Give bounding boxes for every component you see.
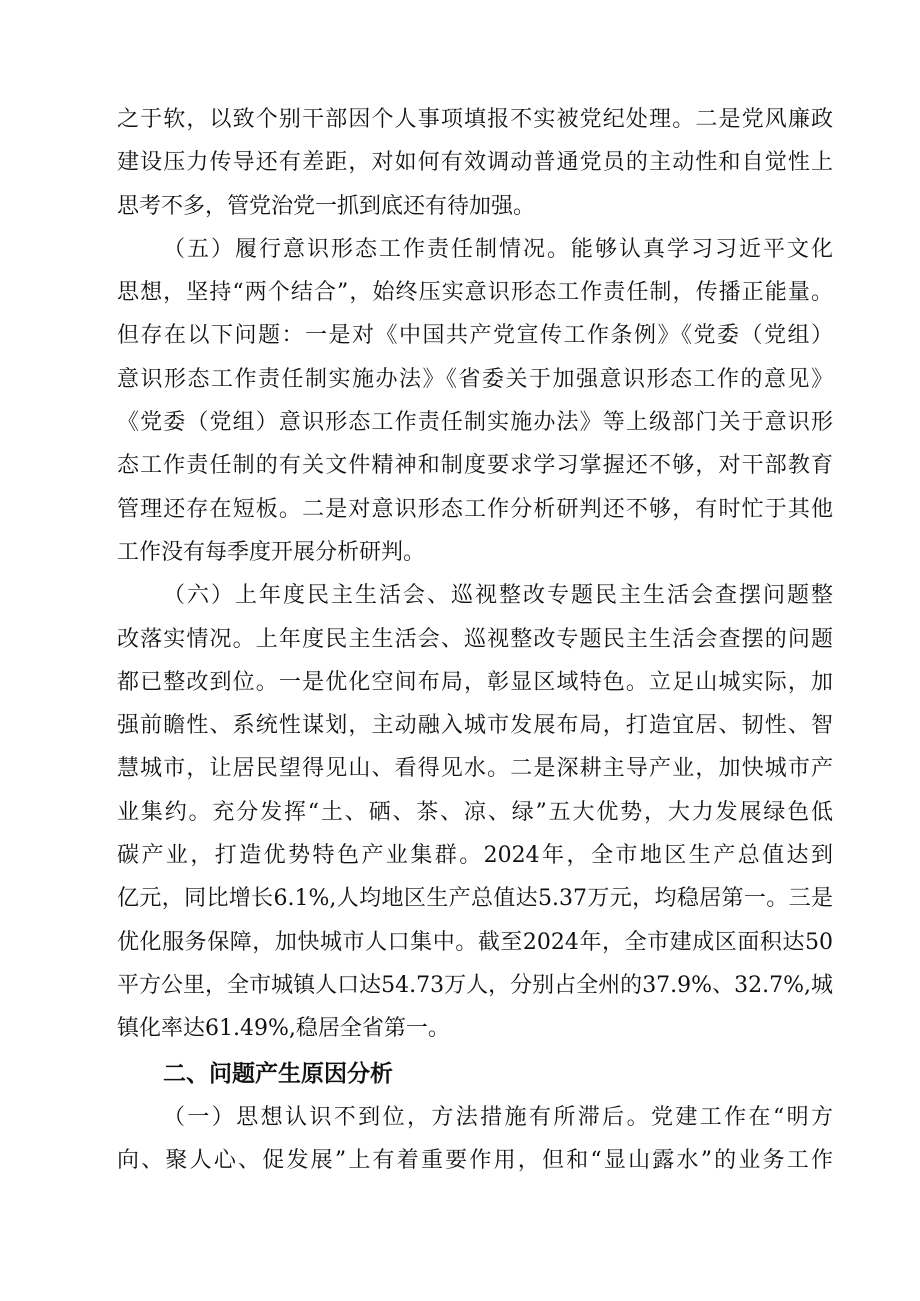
text-line: 《党委（党组）意识形态工作责任制实施办法》等上级部门关于意识形 <box>117 410 833 436</box>
text-line: 但存在以下问题：一是对《中国共产党宣传工作条例》《党委（党组） <box>117 323 833 349</box>
text-line: 建设压力传导还有差距，对如何有效调动普通党员的主动性和自觉性上 <box>117 150 833 176</box>
text-line: 镇化率达61.49%,稳居全省第一。 <box>117 1016 450 1042</box>
text-line: 思考不多，管党治党一抓到底还有待加强。 <box>117 193 536 219</box>
text-line: 亿元，同比增长6.1%,人均地区生产总值达5.37万元，均稳居第一。三是 <box>117 886 833 912</box>
text-line: 慧城市，让居民望得见山、看得见水。二是深耕主导产业，加快城市产 <box>117 756 833 782</box>
paragraph-first-line: （一）思想认识不到位，方法措施有所滞后。党建工作在“明方 <box>163 1104 833 1130</box>
text-line: 管理还存在短板。二是对意识形态工作分析研判还不够，有时忙于其他 <box>117 496 833 522</box>
paragraph-first-line: （六）上年度民主生活会、巡视整改专题民主生活会查摆问题整 <box>163 583 833 609</box>
text-line: 碳产业，打造优势特色产业集群。2024年，全市地区生产总值达到 <box>117 843 833 869</box>
text-line: 工作没有每季度开展分析研判。 <box>117 539 426 565</box>
text-line: 态工作责任制的有关文件精神和制度要求学习掌握还不够，对干部教育 <box>117 453 833 479</box>
text-line: 强前瞻性、系统性谋划，主动融入城市发展布局，打造宜居、韧性、智 <box>117 713 833 739</box>
text-line: 平方公里，全市城镇人口达54.73万人，分别占全州的37.9%、32.7%,城 <box>117 972 833 998</box>
text-line: 思想，坚持“两个结合”，始终压实意识形态工作责任制，传播正能量。 <box>117 280 833 306</box>
paragraph-first-line: （五）履行意识形态工作责任制情况。能够认真学习习近平文化 <box>163 236 833 262</box>
text-line: 改落实情况。上年度民主生活会、巡视整改专题民主生活会查摆的问题 <box>117 626 833 652</box>
text-line: 向、聚人心、促发展”上有着重要作用，但和“显山露水”的业务工作 <box>117 1148 833 1174</box>
text-line: 优化服务保障，加快城市人口集中。截至2024年，全市建成区面积达50 <box>117 929 833 955</box>
text-line: 意识形态工作责任制实施办法》《省委关于加强意识形态工作的意见》 <box>117 366 833 392</box>
document-body <box>117 98 833 1182</box>
text-line: 之于软，以致个别干部因个人事项填报不实被党纪处理。二是党风廉政 <box>117 107 833 132</box>
text-line: 业集约。充分发挥“土、硒、茶、凉、绿”五大优势，大力发展绿色低 <box>117 799 833 825</box>
section-heading: 二、问题产生原因分析 <box>163 1060 393 1087</box>
text-line: 都已整改到位。一是优化空间布局，彰显区域特色。立足山城实际，加 <box>117 669 833 695</box>
